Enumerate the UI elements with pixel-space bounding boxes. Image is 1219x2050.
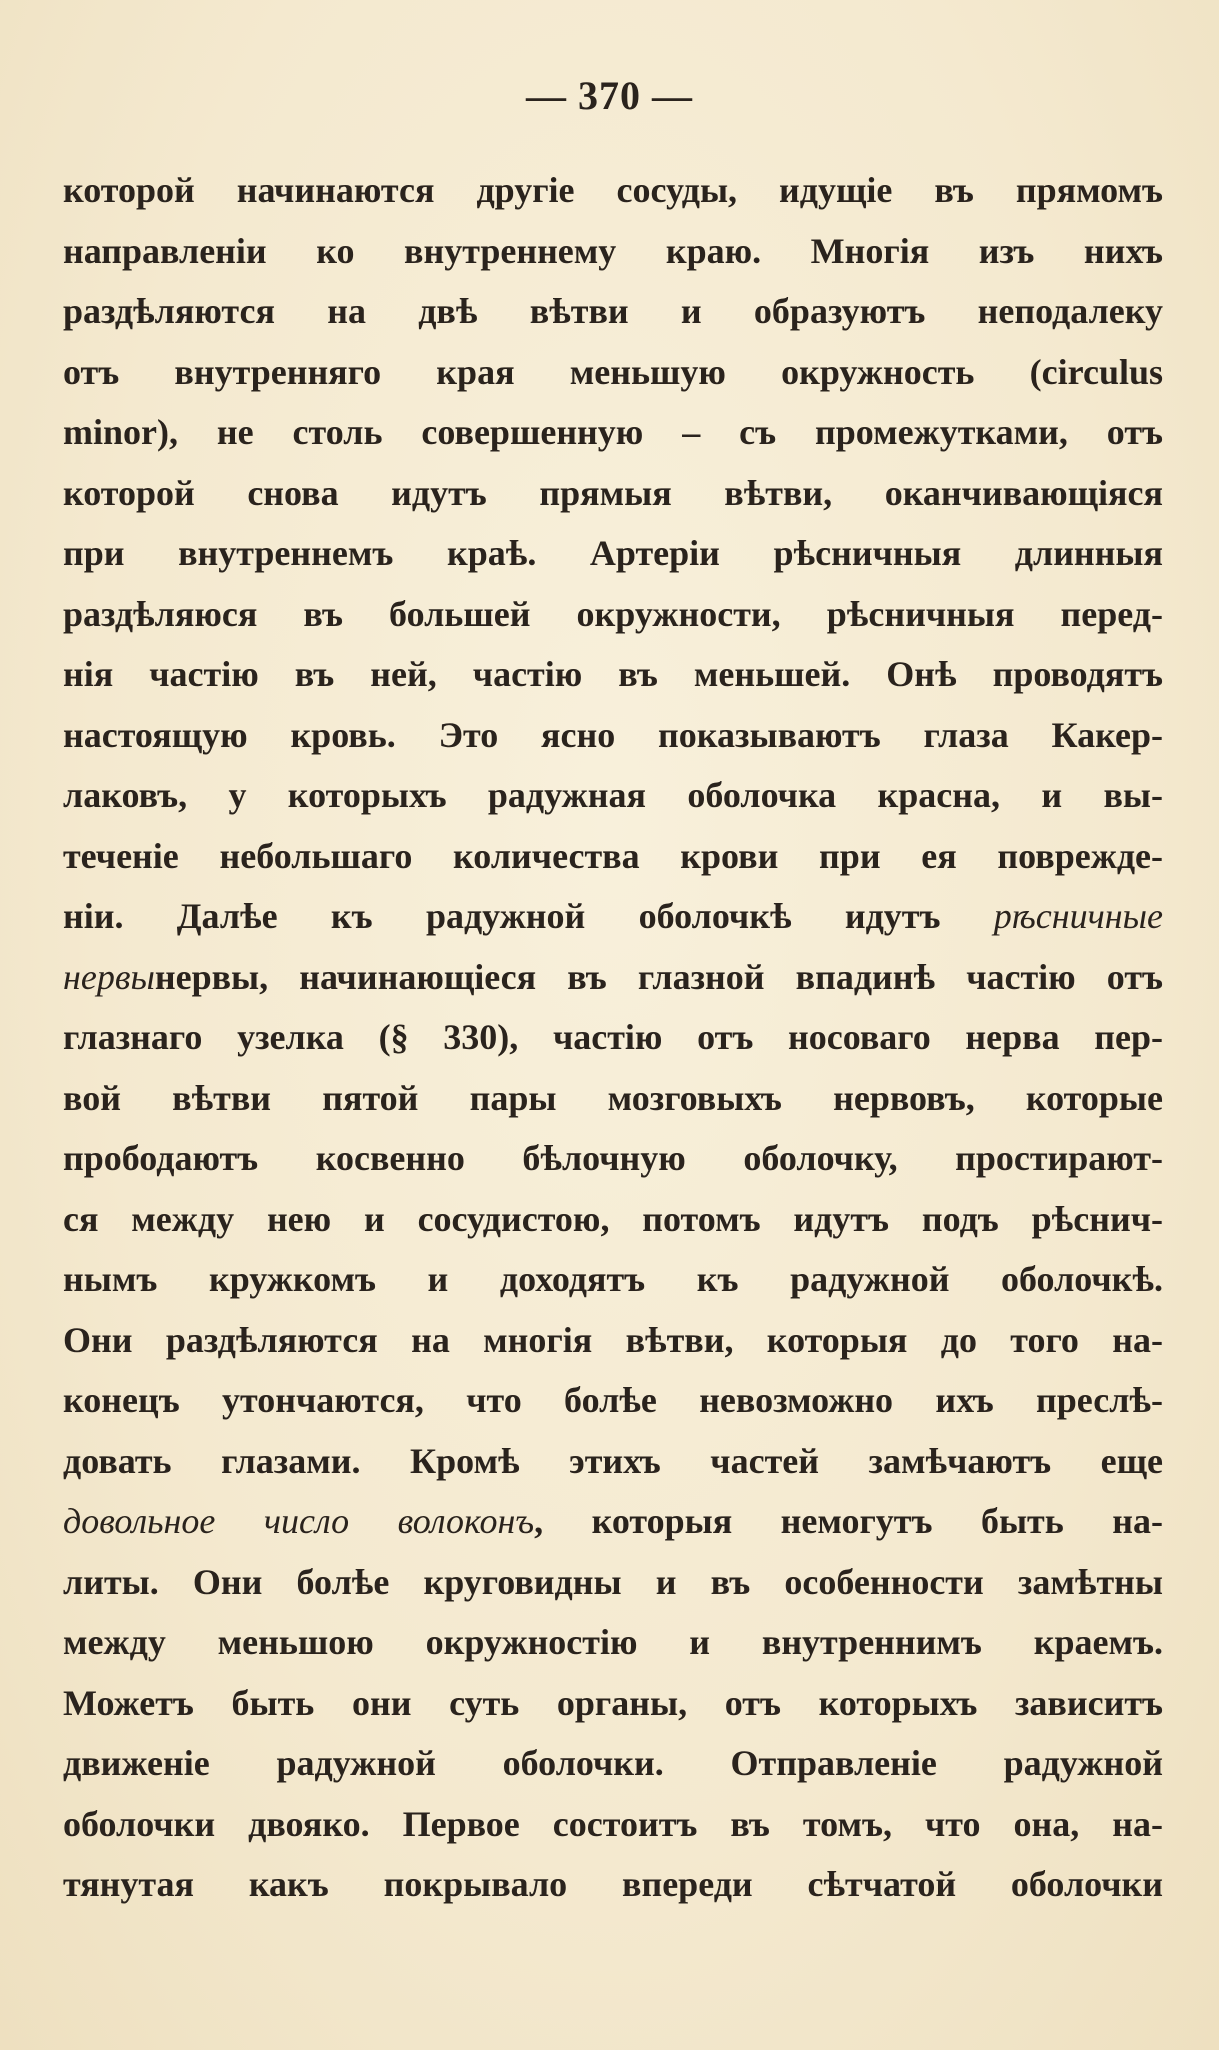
text-line: которой начинаются другіе сосуды, идущіе въ прямомъ bbox=[63, 170, 1163, 210]
text-line: глазнаго узелка (§ 330), частію отъ носоваго нерва пер- bbox=[63, 1017, 1163, 1057]
text-line: довать глазами. Кромѣ этихъ частей замѣчаютъ еще bbox=[63, 1440, 1163, 1481]
text-line-mixed bbox=[63, 1491, 1163, 1552]
text-line: оболочки двояко. Первое состоитъ въ томъ, что она, на- bbox=[63, 1803, 1163, 1844]
text-line: настоящую кровь. Это ясно показываютъ глаза Какер- bbox=[63, 714, 1163, 755]
italic-term: рѣсничные bbox=[993, 896, 1164, 936]
text-line: направленіи ко внутреннему краю. Многія изъ нихъ bbox=[63, 230, 1163, 271]
text-line: раздѣляюся въ большей окружности, рѣсничныя перед- bbox=[63, 593, 1163, 634]
text-line: которой снова идутъ прямыя вѣтви, оканчивающіяся bbox=[63, 472, 1163, 513]
text-line: нія частію въ ней, частію въ меньшей. Онѣ проводятъ bbox=[63, 654, 1163, 694]
text-line: при внутреннемъ краѣ. Артеріи рѣсничныя длинныя bbox=[63, 533, 1163, 573]
text-line: тянутая какъ покрывало впереди сѣтчатой оболочки bbox=[63, 1864, 1163, 1904]
text-line: движеніе радужной оболочки. Отправленіе радужной bbox=[63, 1743, 1163, 1783]
text-segment: нервы, начинающіеся въ глазной впадинѣ частію отъ bbox=[154, 956, 1163, 997]
text-line: Можетъ быть они суть органы, отъ которыхъ зависитъ bbox=[63, 1682, 1163, 1723]
text-segment: , которыя немогутъ быть на- bbox=[534, 1501, 1163, 1541]
text-line: между меньшою окружностію и внутреннимъ краемъ. bbox=[63, 1622, 1163, 1662]
page-number: — 370 — bbox=[526, 73, 693, 118]
text-line-mixed bbox=[63, 886, 1163, 947]
text-segment: ніи. Далѣе къ радужной оболочкѣ идутъ bbox=[63, 896, 941, 936]
text-line: ся между нею и сосудистою, потомъ идутъ подъ рѣснич- bbox=[63, 1198, 1163, 1239]
text-line: вой вѣтви пятой пары мозговыхъ нервовъ, которые bbox=[63, 1077, 1163, 1118]
text-line: прободаютъ косвенно бѣлочную оболочку, простирают- bbox=[63, 1138, 1163, 1178]
italic-term: нервы bbox=[63, 956, 155, 997]
text-line: лаковъ, у которыхъ радужная оболочка красна, и вы- bbox=[63, 775, 1163, 815]
text-line: теченіе небольшаго количества крови при ея поврежде- bbox=[63, 835, 1163, 876]
text-line: литы. Они болѣе круговидны и въ особенности замѣтны bbox=[63, 1561, 1163, 1602]
text-line: Они раздѣляются на многія вѣтви, которыя до того на- bbox=[63, 1319, 1163, 1360]
text-line: раздѣляются на двѣ вѣтви и образуютъ неподалеку bbox=[63, 291, 1163, 331]
text-line: отъ внутренняго края меньшую окружность (circulus bbox=[63, 351, 1163, 392]
text-line: нымъ кружкомъ и доходятъ къ радужной оболочкѣ. bbox=[63, 1259, 1163, 1299]
text-line: конецъ утончаются, что болѣе невозможно ихъ преслѣ- bbox=[63, 1380, 1163, 1420]
body-text bbox=[63, 160, 1163, 1915]
text-line: minor), не столь совершенную – съ промежутками, отъ bbox=[63, 412, 1163, 452]
text-line-mixed bbox=[63, 947, 1163, 1008]
italic-term: довольное число волоконъ bbox=[63, 1501, 535, 1541]
